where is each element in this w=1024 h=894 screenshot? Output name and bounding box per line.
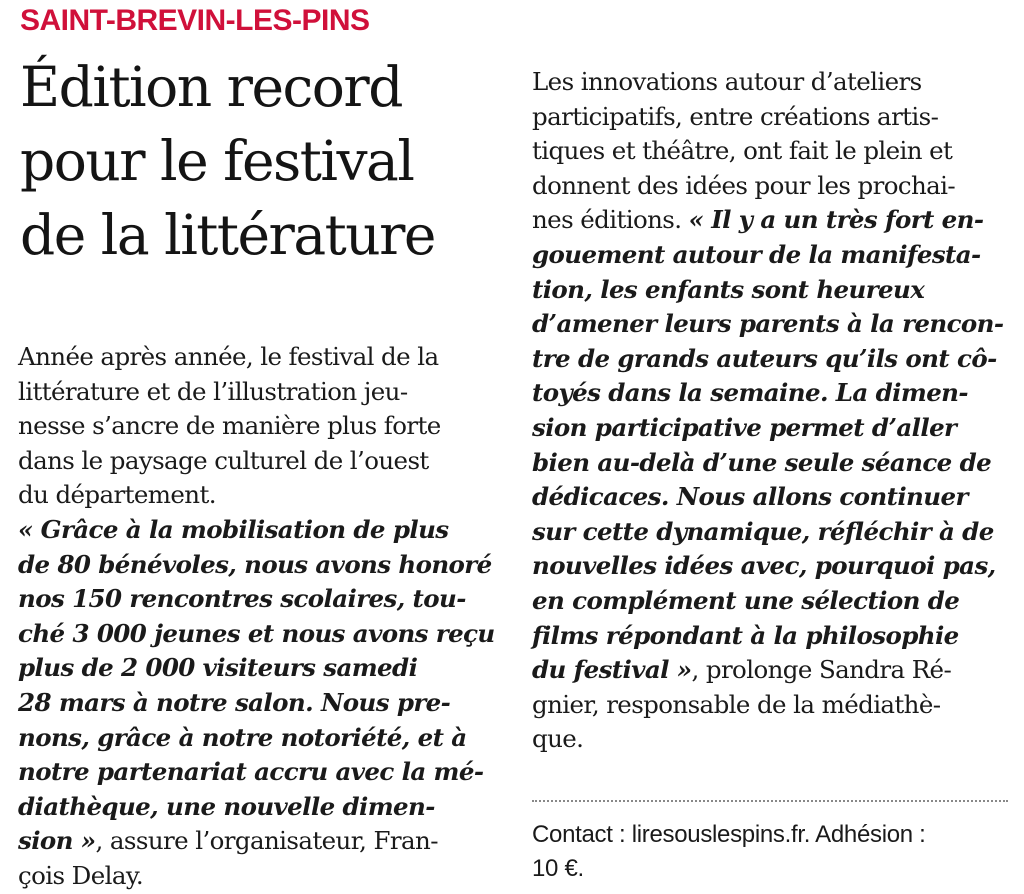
body-text-line bbox=[18, 859, 498, 894]
quote-text: gouement autour de la manifesta- bbox=[532, 239, 981, 269]
body-text-line bbox=[18, 375, 498, 410]
quote-text: toyés dans la semaine. La dimen- bbox=[532, 378, 968, 408]
quote-text: en complément une sélection de bbox=[532, 585, 960, 615]
body-text: nesse s’ancre de manière plus forte bbox=[18, 411, 441, 441]
quote-text: sion participative permet d’aller bbox=[532, 412, 957, 442]
body-text-line bbox=[532, 100, 1012, 135]
body-text-line bbox=[18, 444, 498, 479]
body-text-line bbox=[18, 478, 498, 513]
body-text: nes éditions. bbox=[532, 205, 689, 235]
quote-text: « Grâce à la mobilisation de plus bbox=[18, 514, 449, 544]
body-text-line bbox=[18, 513, 498, 548]
body-text-line bbox=[532, 203, 1012, 238]
body-text-line bbox=[532, 584, 1012, 619]
quote-text: sion » bbox=[18, 826, 96, 856]
body-text: , assure l’organisateur, Fran- bbox=[95, 826, 438, 856]
contact-line: 10 €. bbox=[532, 855, 584, 882]
quote-text: tion, les enfants sont heureux bbox=[532, 274, 925, 304]
body-text-line bbox=[532, 134, 1012, 169]
body-text: dans le paysage culturel de l’ouest bbox=[18, 445, 429, 475]
headline-line: Édition record bbox=[20, 55, 402, 119]
body-text-line bbox=[532, 722, 1012, 757]
quote-text: d’amener leurs parents à la rencon- bbox=[532, 309, 1004, 339]
body-text-line bbox=[18, 686, 498, 721]
contact-info bbox=[532, 818, 1012, 886]
body-text-line bbox=[532, 273, 1012, 308]
body-text-line bbox=[18, 340, 498, 375]
article-headline bbox=[20, 50, 520, 272]
body-text-line bbox=[532, 376, 1012, 411]
body-text-line bbox=[532, 653, 1012, 688]
quote-text: nons, grâce à notre notoriété, et à bbox=[18, 722, 467, 752]
body-text: , prolonge Sandra Ré- bbox=[691, 655, 952, 685]
dotted-separator bbox=[532, 800, 1008, 802]
quote-text: « Il y a un très fort en- bbox=[688, 205, 984, 235]
body-text: gnier, responsable de la médiathè- bbox=[532, 689, 941, 719]
body-text-line bbox=[18, 824, 498, 859]
headline-line: pour le festival bbox=[20, 129, 414, 193]
body-text: littérature et de l’illustration jeu- bbox=[18, 376, 408, 406]
body-text: Année après année, le festival de la bbox=[18, 342, 439, 371]
body-text-line bbox=[18, 755, 498, 790]
section-kicker: SAINT-BREVIN-LES-PINS bbox=[20, 4, 370, 37]
body-text: Les innovations autour d’ateliers bbox=[532, 67, 922, 96]
quote-text: ché 3 000 jeunes et nous avons reçu bbox=[18, 618, 495, 648]
body-text-line bbox=[18, 651, 498, 686]
body-text-line bbox=[18, 617, 498, 652]
body-text: donnent des idées pour les prochai- bbox=[532, 170, 956, 200]
article-body-right-column bbox=[532, 65, 1012, 757]
quote-text: diathèque, une nouvelle dimen- bbox=[18, 791, 435, 821]
body-text: du département. bbox=[18, 480, 216, 510]
quote-text: dédicaces. Nous allons continuer bbox=[532, 482, 968, 512]
body-text: que. bbox=[532, 724, 584, 754]
quote-text: plus de 2 000 visiteurs samedi bbox=[18, 653, 418, 683]
body-text-line bbox=[18, 409, 498, 444]
quote-text: nos 150 rencontres scolaires, tou- bbox=[18, 584, 466, 614]
body-text-line bbox=[18, 790, 498, 825]
quote-text: films répondant à la philosophie bbox=[532, 620, 959, 650]
body-text-line bbox=[532, 238, 1012, 273]
body-text-line bbox=[532, 688, 1012, 723]
quote-text: du festival » bbox=[532, 655, 692, 685]
quote-text: notre partenariat accru avec la mé- bbox=[18, 757, 484, 787]
body-text-line bbox=[18, 721, 498, 756]
body-text-line bbox=[532, 169, 1012, 204]
quote-text: bien au-delà d’une seule séance de bbox=[532, 447, 992, 477]
body-text: participatifs, entre créations artis- bbox=[532, 101, 939, 131]
body-text-line bbox=[532, 549, 1012, 584]
body-text: tiques et théâtre, ont fait le plein et bbox=[532, 136, 953, 166]
body-text-line bbox=[532, 65, 1012, 100]
body-text-line bbox=[532, 515, 1012, 550]
article-body-left-column bbox=[18, 340, 498, 894]
body-text-line bbox=[532, 307, 1012, 342]
body-text-line bbox=[18, 582, 498, 617]
body-text-line bbox=[532, 619, 1012, 654]
body-text-line bbox=[18, 548, 498, 583]
body-text-line bbox=[532, 480, 1012, 515]
headline-line: de la littérature bbox=[20, 203, 435, 267]
quote-text: tre de grands auteurs qu’ils ont cô- bbox=[532, 343, 997, 373]
body-text-line bbox=[532, 446, 1012, 481]
quote-text: nouvelles idées avec, pourquoi pas, bbox=[532, 551, 996, 581]
quote-text: 28 mars à notre salon. Nous pre- bbox=[18, 687, 451, 717]
body-text-line bbox=[532, 342, 1012, 377]
body-text: çois Delay. bbox=[18, 860, 144, 890]
quote-text: sur cette dynamique, réfléchir à de bbox=[532, 516, 994, 546]
contact-line: Contact : liresouslespins.fr. Adhésion : bbox=[532, 821, 926, 848]
quote-text: de 80 bénévoles, nous avons honoré bbox=[18, 549, 492, 579]
body-text-line bbox=[532, 411, 1012, 446]
